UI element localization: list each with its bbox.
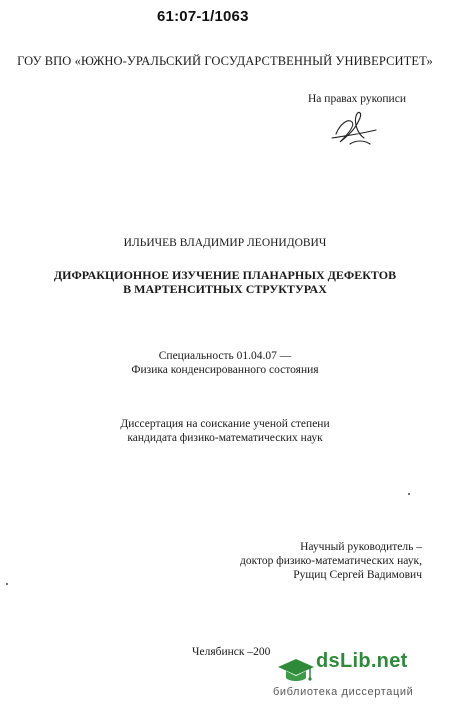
thesis-title-line-1: ДИФРАКЦИОННОЕ ИЗУЧЕНИЕ ПЛАНАРНЫХ ДЕФЕКТОВ	[53, 268, 397, 282]
scan-speck	[408, 493, 410, 495]
dissertation-degree-line-2: кандидата физико-математических наук	[127, 432, 323, 444]
thesis-title-line-2: В МАРТЕНСИТНЫХ СТРУКТУРАХ	[123, 282, 327, 296]
supervisor-degree: доктор физико-математических наук,	[239, 555, 422, 567]
supervisor-label: Научный руководитель –	[300, 541, 422, 553]
university-name: ГОУ ВПО «ЮЖНО-УРАЛЬСКИЙ ГОСУДАРСТВЕННЫЙ УНИВЕРСИТЕТ»	[17, 54, 433, 68]
catalog-number: 61:07-1/1063	[157, 8, 249, 25]
city-year: Челябинск –200	[192, 646, 271, 658]
dissertation-degree-line-1: Диссертация на соискание ученой степени	[120, 418, 330, 430]
specialty-name: Физика конденсированного состояния	[131, 364, 319, 376]
watermark-subtitle: библиотека диссертаций	[273, 686, 414, 698]
specialty-code: Специальность 01.04.07 —	[158, 350, 292, 362]
watermark-title: dsLib.net	[316, 650, 408, 672]
handwritten-signature	[330, 104, 380, 150]
supervisor-name: Рущиц Сергей Вадимович	[293, 569, 422, 581]
author-name: ИЛЬИЧЕВ ВЛАДИМИР ЛЕОНИДОВИЧ	[123, 237, 327, 249]
graduation-cap-icon	[276, 655, 316, 685]
scan-speck	[6, 583, 8, 585]
rights-note: На правах рукописи	[308, 93, 406, 105]
